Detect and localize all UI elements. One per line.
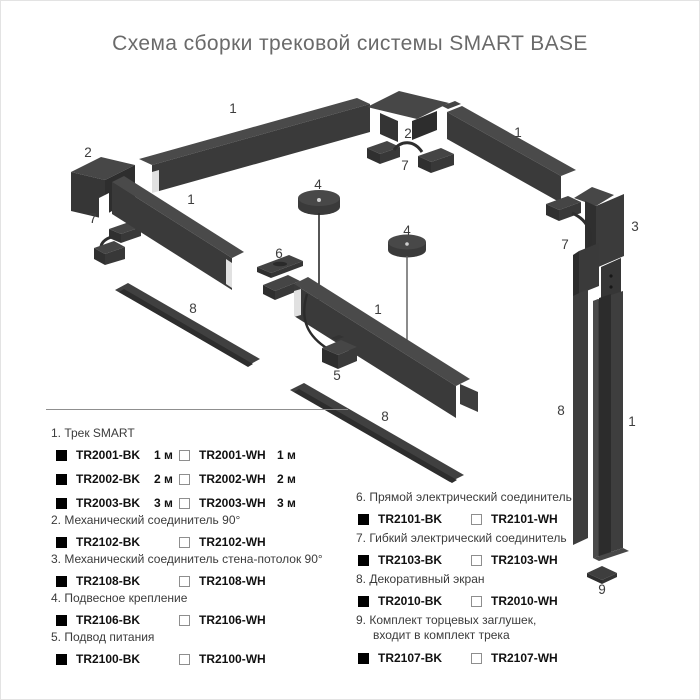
legend-section-title: 7. Гибкий электрический соединитель — [356, 531, 567, 545]
part-code: TR2106-WH — [199, 613, 266, 627]
black-variant-swatch — [358, 514, 369, 525]
black-variant-swatch — [56, 474, 67, 485]
legend-section-title: 8. Декоративный экран — [356, 572, 485, 586]
legend-section-title: 6. Прямой электрический соединитель — [356, 490, 572, 504]
part-label-straight-connector: 6 — [275, 246, 283, 261]
white-variant-swatch — [471, 653, 482, 664]
legend-section-title: 5. Подвод питания — [51, 630, 155, 644]
legend-section-title: 9. Комплект торцевых заглушек, — [356, 613, 537, 627]
legend-row — [46, 572, 348, 590]
black-variant-swatch — [358, 596, 369, 607]
part-label-pendant: 4 — [403, 223, 411, 238]
legend-section-title: 3. Механический соединитель стена-потолок 90° — [51, 552, 323, 566]
part-length: 2 м — [277, 472, 296, 486]
part-label-track: 1 — [628, 414, 636, 429]
legend-row — [46, 650, 348, 668]
legend-section-straight-connector — [356, 490, 674, 528]
part-label-wall-ceiling: 3 — [631, 219, 639, 234]
white-variant-swatch — [471, 514, 482, 525]
part-code: TR2002-WH — [199, 472, 266, 486]
part-code: TR2002-BK — [76, 472, 141, 486]
legend-row — [356, 510, 674, 528]
part-code: TR2010-WH — [491, 594, 558, 608]
part-code: TR2001-BK — [76, 448, 141, 462]
part-label-flex-connector: 7 — [401, 158, 409, 173]
legend-row — [356, 649, 674, 667]
part-code: TR2102-BK — [76, 535, 141, 549]
legend-row — [46, 494, 348, 512]
part-label-corner: 2 — [404, 126, 412, 141]
wh-variant — [471, 651, 584, 665]
white-variant-swatch — [179, 474, 190, 485]
wh-variant — [471, 553, 584, 567]
white-variant-swatch — [471, 555, 482, 566]
flex-connector-top — [367, 141, 454, 173]
part-label-screen: 8 — [189, 301, 197, 316]
wh-variant — [179, 574, 302, 588]
part-label-track: 1 — [229, 101, 237, 116]
legend-section-title: 4. Подвесное крепление — [51, 591, 188, 605]
part-label-flex-connector: 7 — [561, 237, 569, 252]
part-code: TR2107-BK — [378, 651, 443, 665]
legend-section-power — [46, 630, 348, 668]
flex-connector-left — [94, 222, 141, 265]
white-variant-swatch — [179, 654, 190, 665]
legend-row — [356, 592, 674, 610]
part-code: TR2108-BK — [76, 574, 141, 588]
track-top-left — [139, 98, 370, 194]
track-top-right — [442, 101, 576, 203]
part-code: TR2003-BK — [76, 496, 141, 510]
white-variant-swatch — [179, 576, 190, 587]
part-label-power: 5 — [333, 368, 341, 383]
part-length: 1 м — [277, 448, 296, 462]
part-code: TR2100-BK — [76, 652, 141, 666]
part-label-flex-connector: 7 — [89, 211, 97, 226]
part-label-end-caps: 9 — [598, 582, 606, 597]
wh-variant — [179, 472, 302, 486]
legend-section-track — [46, 426, 348, 512]
part-code: TR2003-WH — [199, 496, 266, 510]
part-code: TR2106-BK — [76, 613, 141, 627]
black-variant-swatch — [56, 576, 67, 587]
bk-variant — [56, 448, 179, 462]
legend-section-title-line2: входит в комплект трека — [373, 628, 510, 642]
part-code: TR2001-WH — [199, 448, 266, 462]
part-code: TR2107-WH — [491, 651, 558, 665]
part-label-corner: 2 — [84, 145, 92, 160]
part-code: TR2101-BK — [378, 512, 443, 526]
legend-section-title: 2. Механический соединитель 90° — [51, 513, 241, 527]
white-variant-swatch — [179, 450, 190, 461]
part-code: TR2103-BK — [378, 553, 443, 567]
part-label-screen: 8 — [557, 403, 565, 418]
wh-variant — [179, 496, 302, 510]
legend-section-end-caps — [356, 613, 674, 667]
legend-row — [46, 446, 348, 464]
wh-variant — [179, 535, 302, 549]
wh-variant — [179, 448, 302, 462]
part-code: TR2103-WH — [491, 553, 558, 567]
part-code: TR2101-WH — [491, 512, 558, 526]
bk-variant — [358, 651, 471, 665]
bk-variant — [56, 472, 179, 486]
bk-variant — [358, 594, 471, 608]
legend-section-pendant — [46, 591, 348, 629]
black-variant-swatch — [56, 615, 67, 626]
part-label-track: 1 — [187, 192, 195, 207]
part-label-screen: 8 — [381, 409, 389, 424]
white-variant-swatch — [179, 498, 190, 509]
part-code: TR2108-WH — [199, 574, 266, 588]
wh-variant — [179, 652, 302, 666]
legend-row — [46, 470, 348, 488]
page-title: Схема сборки трековой системы SMART BASE — [112, 32, 588, 55]
legend-section-title: 1. Трек SMART — [51, 426, 135, 440]
white-variant-swatch — [179, 537, 190, 548]
black-variant-swatch — [358, 555, 369, 566]
part-label-track: 1 — [374, 302, 382, 317]
legend-row — [46, 611, 348, 629]
part-code: TR2102-WH — [199, 535, 266, 549]
legend-row — [356, 551, 674, 569]
part-length: 3 м — [277, 496, 296, 510]
wh-variant — [471, 512, 584, 526]
screen-left — [115, 283, 260, 367]
bk-variant — [56, 613, 179, 627]
part-label-track: 1 — [514, 125, 522, 140]
bk-variant — [358, 553, 471, 567]
wh-variant — [179, 613, 302, 627]
legend-section-corner — [46, 513, 348, 551]
bk-variant — [56, 535, 179, 549]
legend-divider — [46, 409, 348, 410]
bk-variant — [56, 652, 179, 666]
part-length: 1 м — [154, 448, 173, 462]
legend-row — [46, 533, 348, 551]
black-variant-swatch — [56, 498, 67, 509]
black-variant-swatch — [56, 537, 67, 548]
white-variant-swatch — [179, 615, 190, 626]
wh-variant — [471, 594, 584, 608]
black-variant-swatch — [358, 653, 369, 664]
black-variant-swatch — [56, 450, 67, 461]
bk-variant — [56, 574, 179, 588]
part-length: 2 м — [154, 472, 173, 486]
legend-section-wall-ceiling — [46, 552, 348, 590]
bk-variant — [56, 496, 179, 510]
part-code: TR2010-BK — [378, 594, 443, 608]
part-code: TR2100-WH — [199, 652, 266, 666]
legend-section-flex-connector — [356, 531, 674, 569]
bk-variant — [358, 512, 471, 526]
legend-left-column — [46, 409, 348, 668]
white-variant-swatch — [471, 596, 482, 607]
legend-right-column — [356, 490, 674, 667]
black-variant-swatch — [56, 654, 67, 665]
legend-section-screen — [356, 572, 674, 610]
part-label-pendant: 4 — [314, 177, 322, 192]
part-length: 3 м — [154, 496, 173, 510]
